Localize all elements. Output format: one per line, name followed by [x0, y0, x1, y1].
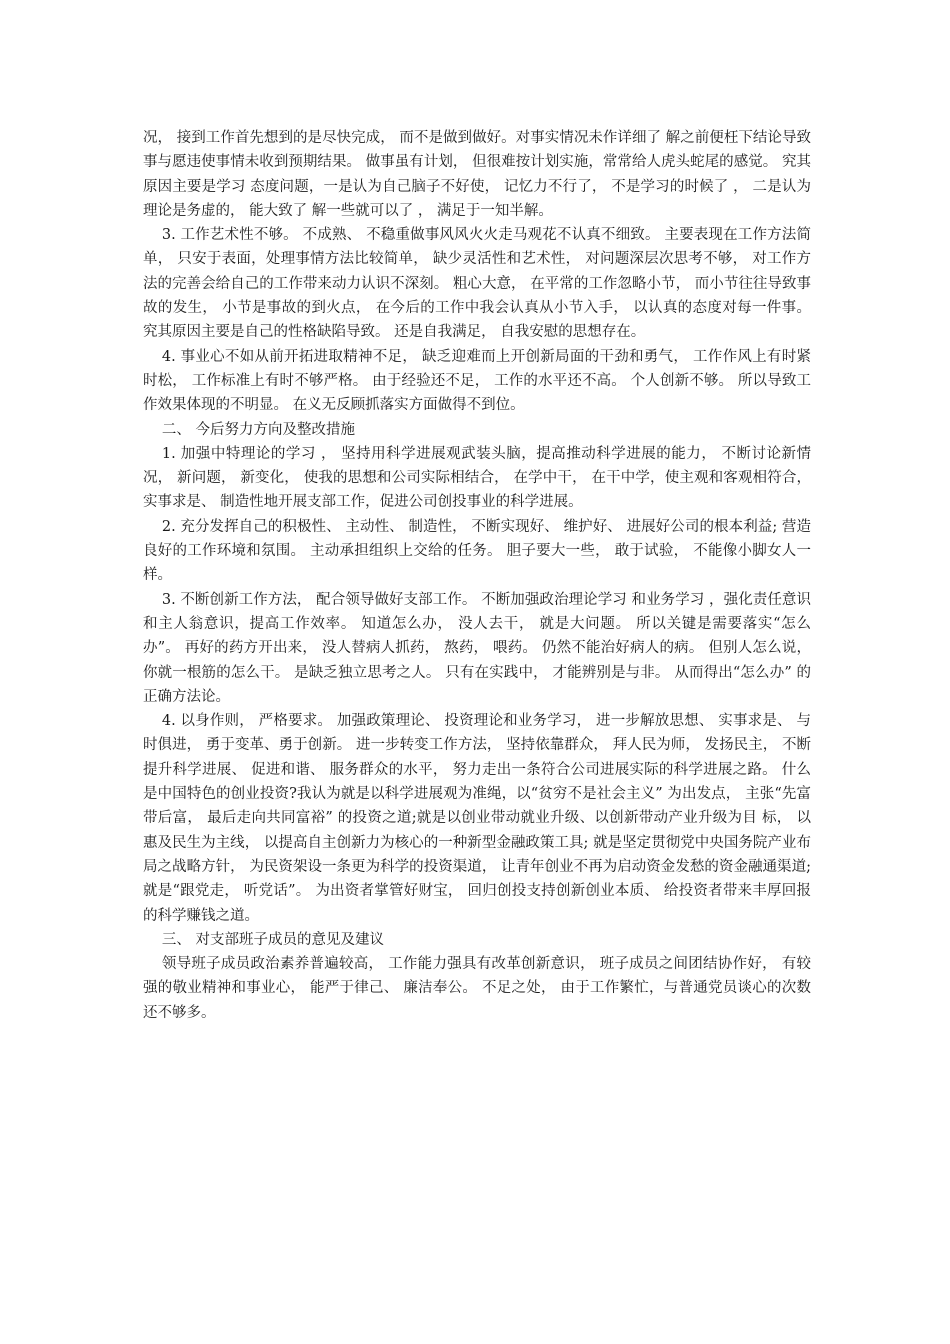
section-heading-2: 二、 今后努力方向及整改措施	[161, 421, 355, 438]
paragraph-measure-2: 2. 充分发挥自己的积极性、 主动性、 制造性， 不断实现好、 维护好、 进展好公司的根本利益; 营造良好的工作环境和氛围。 主动承担组织上交给的任务。 胆子要大一些， 敢于试验， 不能像小脚女人一样。	[143, 518, 811, 584]
paragraph-item-3-work-art: 3. 工作艺术性不够。 不成熟、 不稳重做事风风火火走马观花不认真不细致。 主要表现在工作方法简单， 只安于表面，处理事情方法比较简单， 缺少灵活性和艺术性， 对问题深层次思考不够， 对工作方法的完善会给自己的工作带来动力认识不深刻。 粗心大意， 在平常的工作忽略小节， 而小节往往导致事故的发生， 小节是事故的到火点， 在今后的工作中我会认真从小节入手， 以认真的态度对每一件事。 究其原因主要是自己的性格缺陷导致。 还是自我满足， 自我安慰的思想存在。	[143, 227, 811, 341]
paragraph-measure-4: 4. 以身作则， 严格要求。 加强政策理论、 投资理论和业务学习， 进一步解放思想、 实事求是、 与时俱进， 勇于变革、勇于创新。 进一步转变工作方法， 坚持依靠群众， 拜人民为师， 发扬民主， 不断提升科学进展、 促进和谐、 服务群众的水平， 努力走出一条符合公司进展实际的科学进展之路。 什么是中国特色的创业投资?我认为就是以科学进展观为准绳，以“贫穷不是社会主义” 为出发点， 主张“先富带后富， 最后走向共同富裕” 的投资之道;就是以创业带动就业升级、以创新带动产业升级为目 标， 以惠及民生为主线， 以提高自主创新力为核心的一种新型金融政策工具; 就是坚定贯彻党中央国务院产业布局之战略方针， 为民资架设一条更为科学的投资渠道， 让青年创业不再为启动资金发愁的资金融通渠道; 就是“跟党走， 听党话”。 为出资者掌管好财宝， 回归创投支持创新创业本质、 给投资者带来丰厚回报的科学赚钱之道。	[143, 713, 811, 924]
paragraph-item-4-dedication: 4. 事业心不如从前开拓进取精神不足， 缺乏迎难而上开创新局面的干劲和勇气， 工作作风上有时紧时松， 工作标准上有时不够严格。 由于经验还不足， 工作的水平还不高。 个人创新不够。 所以导致工作效果体现的不明显。 在义无反顾抓落实方面做得不到位。	[143, 348, 811, 414]
paragraph-suggestions: 领导班子成员政治素养普遍较高， 工作能力强具有改革创新意识， 班子成员之间团结协作好， 有较强的敬业精神和事业心， 能严于律己、 廉洁奉公。 不足之处， 由于工作繁忙，与普通党员谈心的次数还不够多。	[143, 956, 811, 1021]
paragraph-measure-1: 1. 加强中特理论的学习 ， 坚持用科学进展观武装头脑，提高推动科学进展的能力， 不断讨论新情况， 新问题， 新变化， 使我的思想和公司实际相结合， 在学中干， 在干中学，使主观和客观相符合， 实事求是、 制造性地开展支部工作，促进公司创投事业的科学进展。	[143, 445, 811, 511]
document-body	[143, 126, 811, 1025]
paragraph-intro-continuation: 况， 接到工作首先想到的是尽快完成， 而不是做到做好。对事实情况未作详细了 解之前便枉下结论导致事与愿违使事情未收到预期结果。 做事虽有计划， 但很难按计划实施，常常给人虎头蛇尾的感觉。 究其原因主要是学习 态度问题，一是认为自己脑子不好使， 记忆力不行了， 不是学习的时候了 ， 二是认为理论是务虚的， 能大致了 解一些就可以了 ， 满足于一知半解。	[143, 130, 811, 219]
paragraph-measure-3: 3. 不断创新工作方法， 配合领导做好支部工作。 不断加强政治理论学习 和业务学习 ，强化责任意识和主人翁意识，提高工作效率。 知道怎么办， 没人去干， 就是大问题。 所以关键是需要落实“怎么办”。 再好的药方开出来， 没人替病人抓药， 熬药， 喂药。 仍然不能治好病人的病。 但别人怎么说， 你就一根筋的怎么干。 是缺乏独立思考之人。 只有在实践中， 才能辨别是与非。 从而得出“怎么办” 的正确方法论。	[143, 591, 811, 705]
section-heading-3: 三、 对支部班子成员的意见及建议	[161, 931, 384, 948]
